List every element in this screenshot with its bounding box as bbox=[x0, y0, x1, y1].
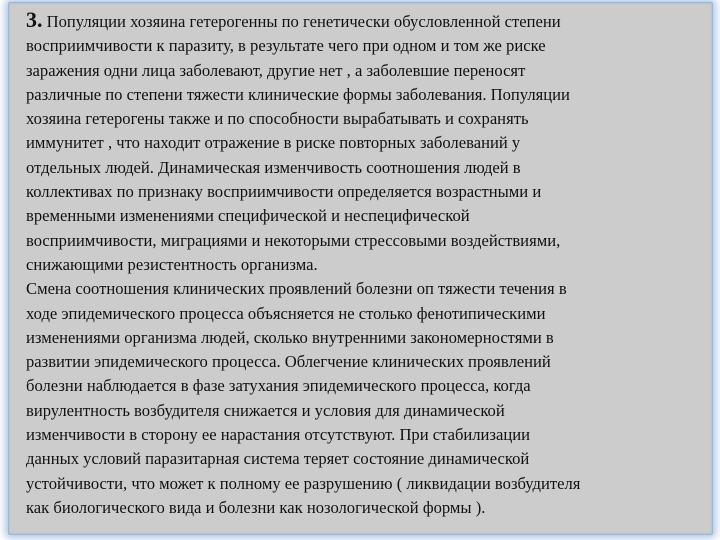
text-line-8: коллективах по признаку восприимчивости определяется возрастными и bbox=[26, 182, 542, 202]
text-line-3: заражения одни лица заболевают, другие нет , а заболевшие переносят bbox=[26, 60, 526, 80]
text-line-18: изменчивости в сторону ее нарастания отсутствуют. При стабилизации bbox=[26, 425, 530, 445]
text-line-11: снижающими резистентность организма. bbox=[26, 254, 318, 274]
text-line-5: хозяина гетерогены также и по способности вырабатывать и сохранять bbox=[26, 109, 529, 129]
text-line-13: ходе эпидемического процесса объясняется не столько фенотипическими bbox=[26, 303, 546, 323]
text-line-17: вирулентность возбудителя снижается и условия для динамической bbox=[26, 400, 505, 420]
text-line-21: как биологического вида и болезни как нозологической формы ). bbox=[26, 497, 486, 517]
text-line-10: восприимчивости, миграциями и некоторыми стрессовыми воздействиями, bbox=[26, 230, 561, 250]
text-line-14: изменениями организма людей, сколько внутренними закономерностями в bbox=[26, 327, 554, 347]
text-line-16: болезни наблюдается в фазе затухания эпидемического процесса, когда bbox=[26, 376, 531, 396]
text-line-20: устойчивости, что может к полному ее разрушению ( ликвидации возбудителя bbox=[26, 473, 581, 493]
text-line-2: восприимчивости к паразиту, в результате чего при одном и том же риске bbox=[26, 36, 546, 56]
text-line-4: различные по степени тяжести клинические формы заболевания. Популяции bbox=[26, 84, 570, 104]
text-line-19: данных условий паразитарная система теряет состояние динамической bbox=[26, 449, 530, 469]
text-line-12: Смена соотношения клинических проявлений болезни оп тяжести течения в bbox=[26, 279, 567, 299]
paragraph-number: 3. bbox=[26, 7, 43, 32]
text-line-7: отдельных людей. Динамическая изменчивость соотношения людей в bbox=[26, 157, 521, 177]
slide-text bbox=[26, 7, 712, 520]
text-line-15: развитии эпидемического процесса. Облегчение клинических проявлений bbox=[26, 352, 551, 372]
text-line-6: иммунитет , что находит отражение в риске повторных заболеваний у bbox=[26, 133, 521, 153]
text-line-1: 3. Популяции хозяина гетерогенны по генетически обусловленной степени bbox=[26, 7, 561, 32]
text-line-9: временными изменениями специфической и неспецифической bbox=[26, 206, 470, 226]
